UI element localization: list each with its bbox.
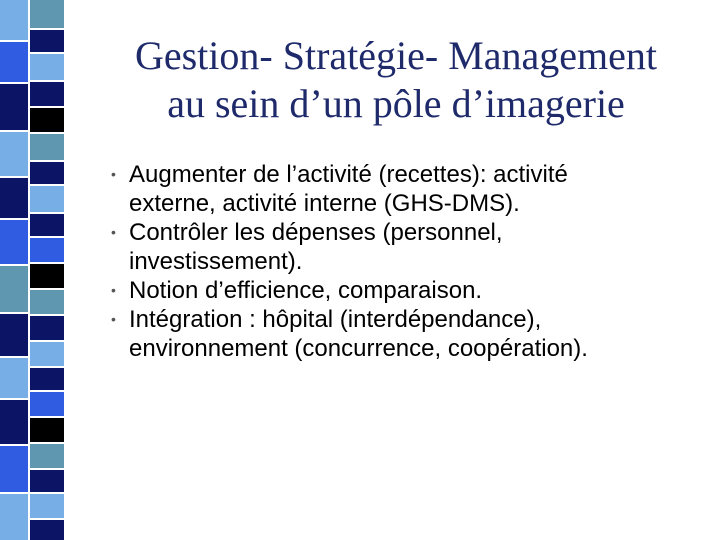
stripe-block [0,42,28,82]
bullet-item [98,160,698,218]
bullet-text: Intégration : hôpital (interdépendance), [129,306,542,333]
bullet-list [98,160,698,363]
stripe-block [0,178,28,218]
title-line-1: Gestion- Stratégie- Management [134,33,658,78]
stripe-block [30,30,64,52]
stripe-block [0,0,28,40]
bullet-text-cont: externe, activité interne (GHS-DMS). [129,190,520,217]
stripe-block [0,220,28,264]
stripe-block [30,108,64,132]
stripe-block [0,358,28,398]
stripe-block [30,368,64,390]
stripe-block [30,214,64,236]
bullet-icon: • [111,311,116,327]
stripe-block [30,0,64,28]
bullet-text: Contrôler les dépenses (personnel, [129,219,503,246]
stripe-block [30,264,64,288]
decorative-stripe [0,0,66,540]
stripe-block [30,520,64,540]
stripe-block [0,314,28,356]
stripe-block [30,290,64,314]
stripe-block [0,446,28,492]
stripe-block [0,266,28,312]
stripe-block [0,400,28,444]
bullet-item [98,305,698,363]
bullet-text-cont: environnement (concurrence, coopération). [129,335,588,362]
stripe-block [0,494,28,540]
bullet-item [98,218,698,276]
stripe-block [30,238,64,262]
stripe-block [30,418,64,442]
stripe-block [30,494,64,518]
stripe-block [30,54,64,80]
stripe-block [0,84,28,130]
bullet-text: Notion d’efficience, comparaison. [129,277,483,304]
stripe-block [30,470,64,492]
slide-title [96,32,696,128]
title-line-2: au sein d’un pôle d’imagerie [167,81,625,126]
stripe-block [30,186,64,212]
bullet-icon: • [111,224,116,240]
stripe-block [30,392,64,416]
bullet-icon: • [111,282,116,298]
stripe-block [0,132,28,176]
stripe-block [30,162,64,184]
bullet-icon: • [111,166,116,182]
bullet-text-cont: investissement). [129,248,303,275]
stripe-block [30,444,64,468]
stripe-block [30,342,64,366]
stripe-block [30,82,64,106]
stripe-block [30,134,64,160]
stripe-block [30,316,64,340]
bullet-text: Augmenter de l’activité (recettes): activité [129,161,568,188]
bullet-item [98,276,698,305]
